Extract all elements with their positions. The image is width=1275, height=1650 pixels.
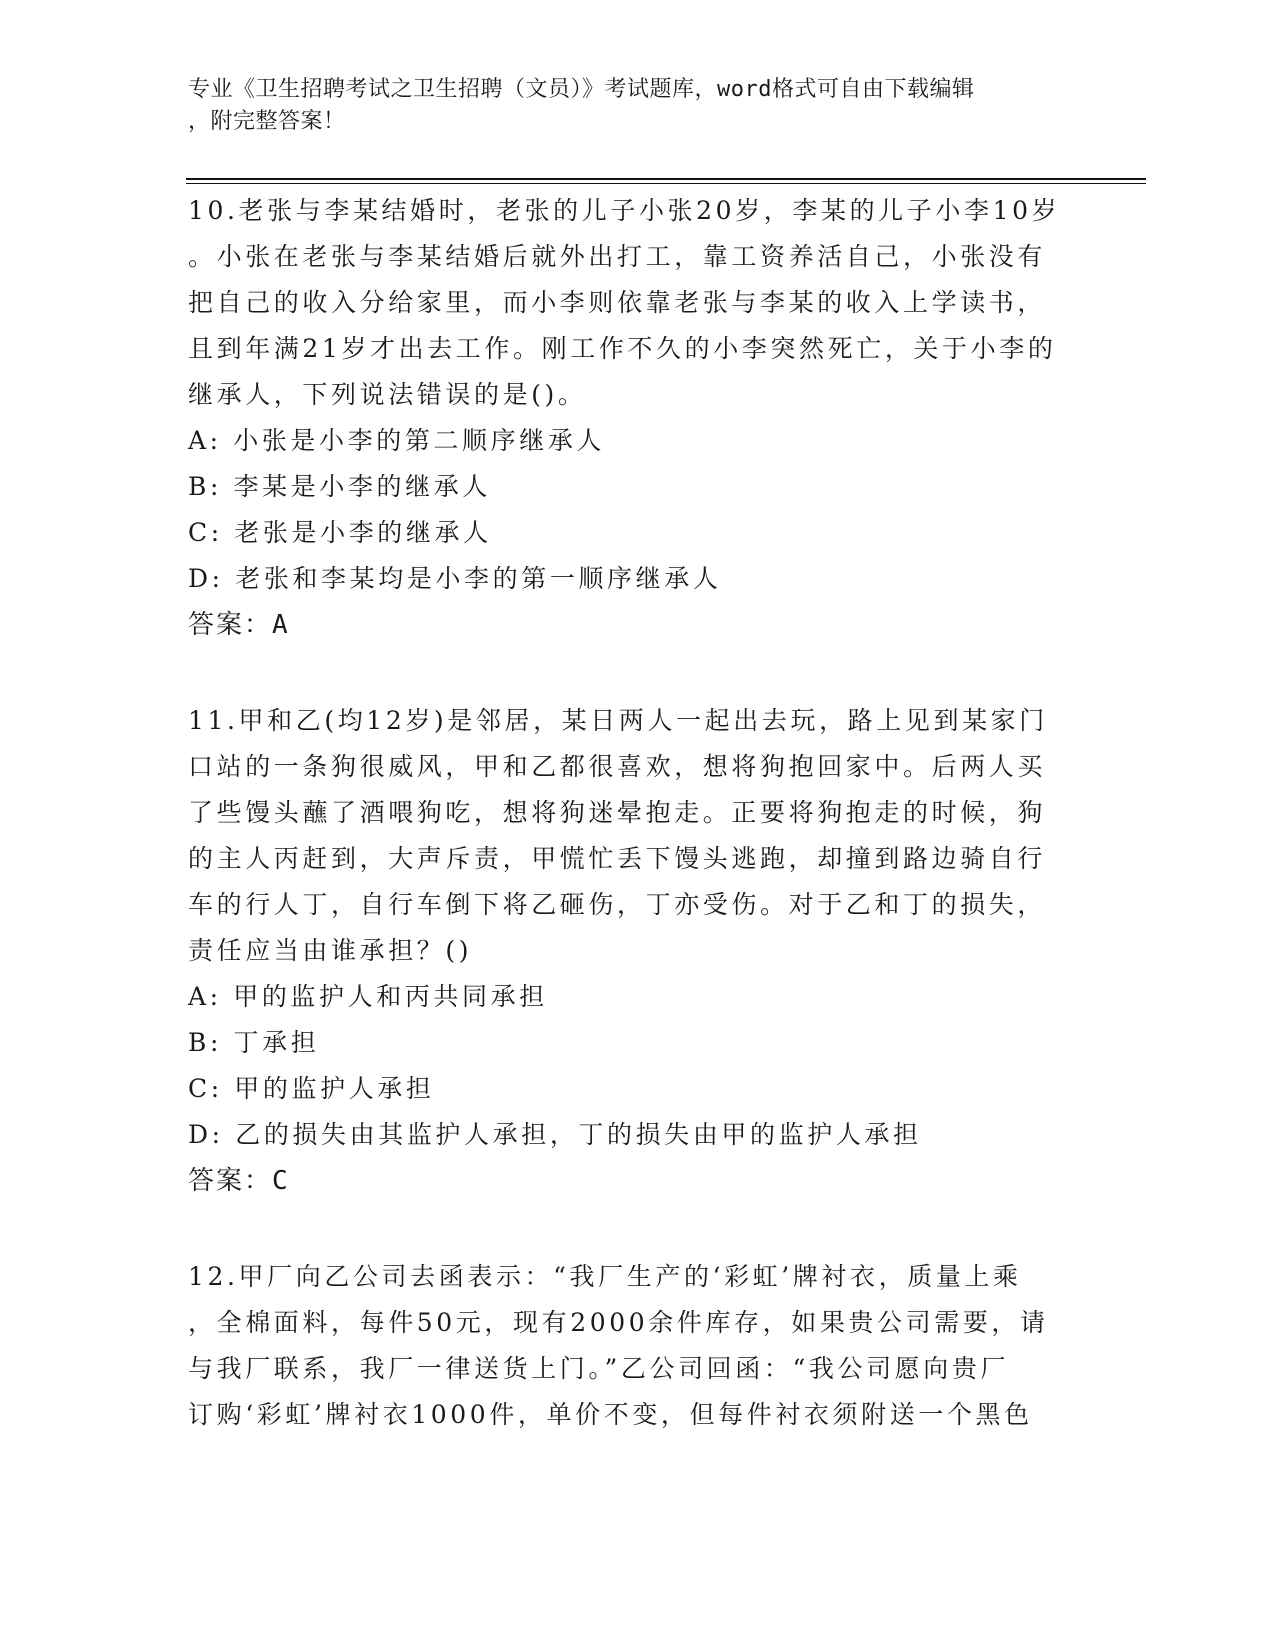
header-line-2: ，附完整答案！ bbox=[188, 109, 346, 134]
question-text-line: 的主人丙赶到，大声斥责，甲慌忙丢下馒头逃跑，却撞到路边骑自行 bbox=[188, 844, 1047, 873]
answer-value: C bbox=[272, 1166, 290, 1196]
header-line-1: 专业《卫生招聘考试之卫生招聘（文员）》考试题库，word格式可自由下载编辑 bbox=[188, 77, 975, 102]
answer-line bbox=[188, 1158, 1088, 1204]
question-list bbox=[188, 188, 1088, 1438]
option-a: A: 小张是小李的第二顺序继承人 bbox=[188, 426, 606, 455]
question-text-line: 继承人，下列说法错误的是()。 bbox=[188, 380, 587, 409]
question-text-line: 车的行人丁，自行车倒下将乙砸伤，丁亦受伤。对于乙和丁的损失， bbox=[188, 890, 1047, 919]
option-b: B: 丁承担 bbox=[188, 1028, 320, 1057]
option-d: D: 老张和李某均是小李的第一顺序继承人 bbox=[188, 564, 722, 593]
question-text-line: 口站的一条狗很威风，甲和乙都很喜欢，想将狗抱回家中。后两人买 bbox=[188, 752, 1047, 781]
document-header bbox=[188, 74, 1068, 138]
question-text-line: 10.老张与李某结婚时，老张的儿子小张20岁，李某的儿子小李10岁 bbox=[188, 196, 1061, 225]
option-a: A: 甲的监护人和丙共同承担 bbox=[188, 982, 548, 1011]
question-text-line: 11.甲和乙(均12岁)是邻居，某日两人一起出去玩，路上见到某家门 bbox=[188, 706, 1048, 735]
question-text-line: 了些馒头蘸了酒喂狗吃，想将狗迷晕抱走。正要将狗抱走的时候，狗 bbox=[188, 798, 1047, 827]
answer-label: 答案： bbox=[188, 610, 273, 640]
answer-value: A bbox=[272, 610, 290, 640]
question-text-line: 12.甲厂向乙公司去函表示：“我厂生产的‘彩虹’牌衬衣，质量上乘 bbox=[188, 1262, 1022, 1291]
header-rule-thin bbox=[186, 183, 1146, 184]
question-text-line: 且到年满21岁才出去工作。刚工作不久的小李突然死亡，关于小李的 bbox=[188, 334, 1057, 363]
question-text-line: 。小张在老张与李某结婚后就外出打工，靠工资养活自己，小张没有 bbox=[188, 242, 1047, 271]
question-text-line: 与我厂联系，我厂一律送货上门。”乙公司回函：“我公司愿向贵厂 bbox=[188, 1354, 1010, 1383]
question-text-line: 订购‘彩虹’牌衬衣1000件，单价不变，但每件衬衣须附送一个黑色 bbox=[188, 1400, 1033, 1429]
question-text-line: 把自己的收入分给家里，而小李则依靠老张与李某的收入上学读书， bbox=[188, 288, 1047, 317]
answer-label: 答案： bbox=[188, 1166, 273, 1196]
option-d: D: 乙的损失由其监护人承担，丁的损失由甲的监护人承担 bbox=[188, 1120, 922, 1149]
question-11 bbox=[188, 698, 1088, 1204]
option-b: B: 李某是小李的继承人 bbox=[188, 472, 491, 501]
header-rule-thick bbox=[186, 178, 1146, 180]
option-c: C: 甲的监护人承担 bbox=[188, 1074, 435, 1103]
question-10 bbox=[188, 188, 1088, 648]
option-c: C: 老张是小李的继承人 bbox=[188, 518, 492, 547]
answer-line bbox=[188, 602, 1088, 648]
question-text-line: ，全棉面料，每件50元，现有2000余件库存，如果贵公司需要，请 bbox=[188, 1308, 1049, 1337]
question-text-line: 责任应当由谁承担？() bbox=[188, 936, 473, 965]
question-12 bbox=[188, 1254, 1088, 1438]
